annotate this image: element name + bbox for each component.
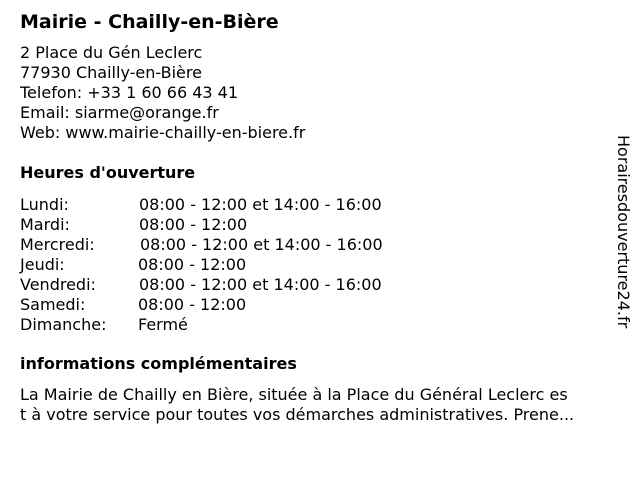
additional-info-text (20, 385, 624, 425)
hours-time: 08:00 - 12:00 (139, 215, 248, 234)
info-line: t à votre service pour toutes vos démarches administratives. Prene... (20, 405, 575, 424)
site-watermark: Horairesdouverture24.fr (614, 135, 633, 329)
hours-time: 08:00 - 12:00 (138, 255, 247, 274)
email-address: Email: siarme@orange.fr (20, 103, 219, 122)
info-line: La Mairie de Chailly en Bière, située à la Place du Général Leclerc es (20, 385, 568, 404)
address-city: 77930 Chailly-en-Bière (20, 63, 202, 82)
hours-day: Samedi: (20, 295, 86, 314)
opening-hours-heading: Heures d'ouverture (20, 163, 196, 182)
hours-day: Vendredi: (20, 275, 96, 294)
website-address: Web: www.mairie-chailly-en-biere.fr (20, 123, 306, 142)
hours-time: 08:00 - 12:00 et 14:00 - 16:00 (139, 275, 382, 294)
hours-day: Mardi: (20, 215, 70, 234)
additional-info-heading: informations complémentaires (20, 354, 297, 373)
hours-time: 08:00 - 12:00 et 14:00 - 16:00 (140, 235, 383, 254)
address-block (20, 43, 305, 143)
hours-time: 08:00 - 12:00 (138, 295, 247, 314)
page-title: Mairie - Chailly-en-Bière (20, 11, 279, 33)
phone-number: Telefon: +33 1 60 66 43 41 (20, 83, 239, 102)
address-street: 2 Place du Gén Leclerc (20, 43, 203, 62)
hours-day: Jeudi: (20, 255, 65, 274)
hours-day: Mercredi: (20, 235, 95, 254)
hours-day: Dimanche: (20, 315, 107, 334)
hours-day: Lundi: (20, 195, 69, 214)
hours-time: Fermé (138, 315, 188, 334)
hours-time: 08:00 - 12:00 et 14:00 - 16:00 (139, 195, 382, 214)
